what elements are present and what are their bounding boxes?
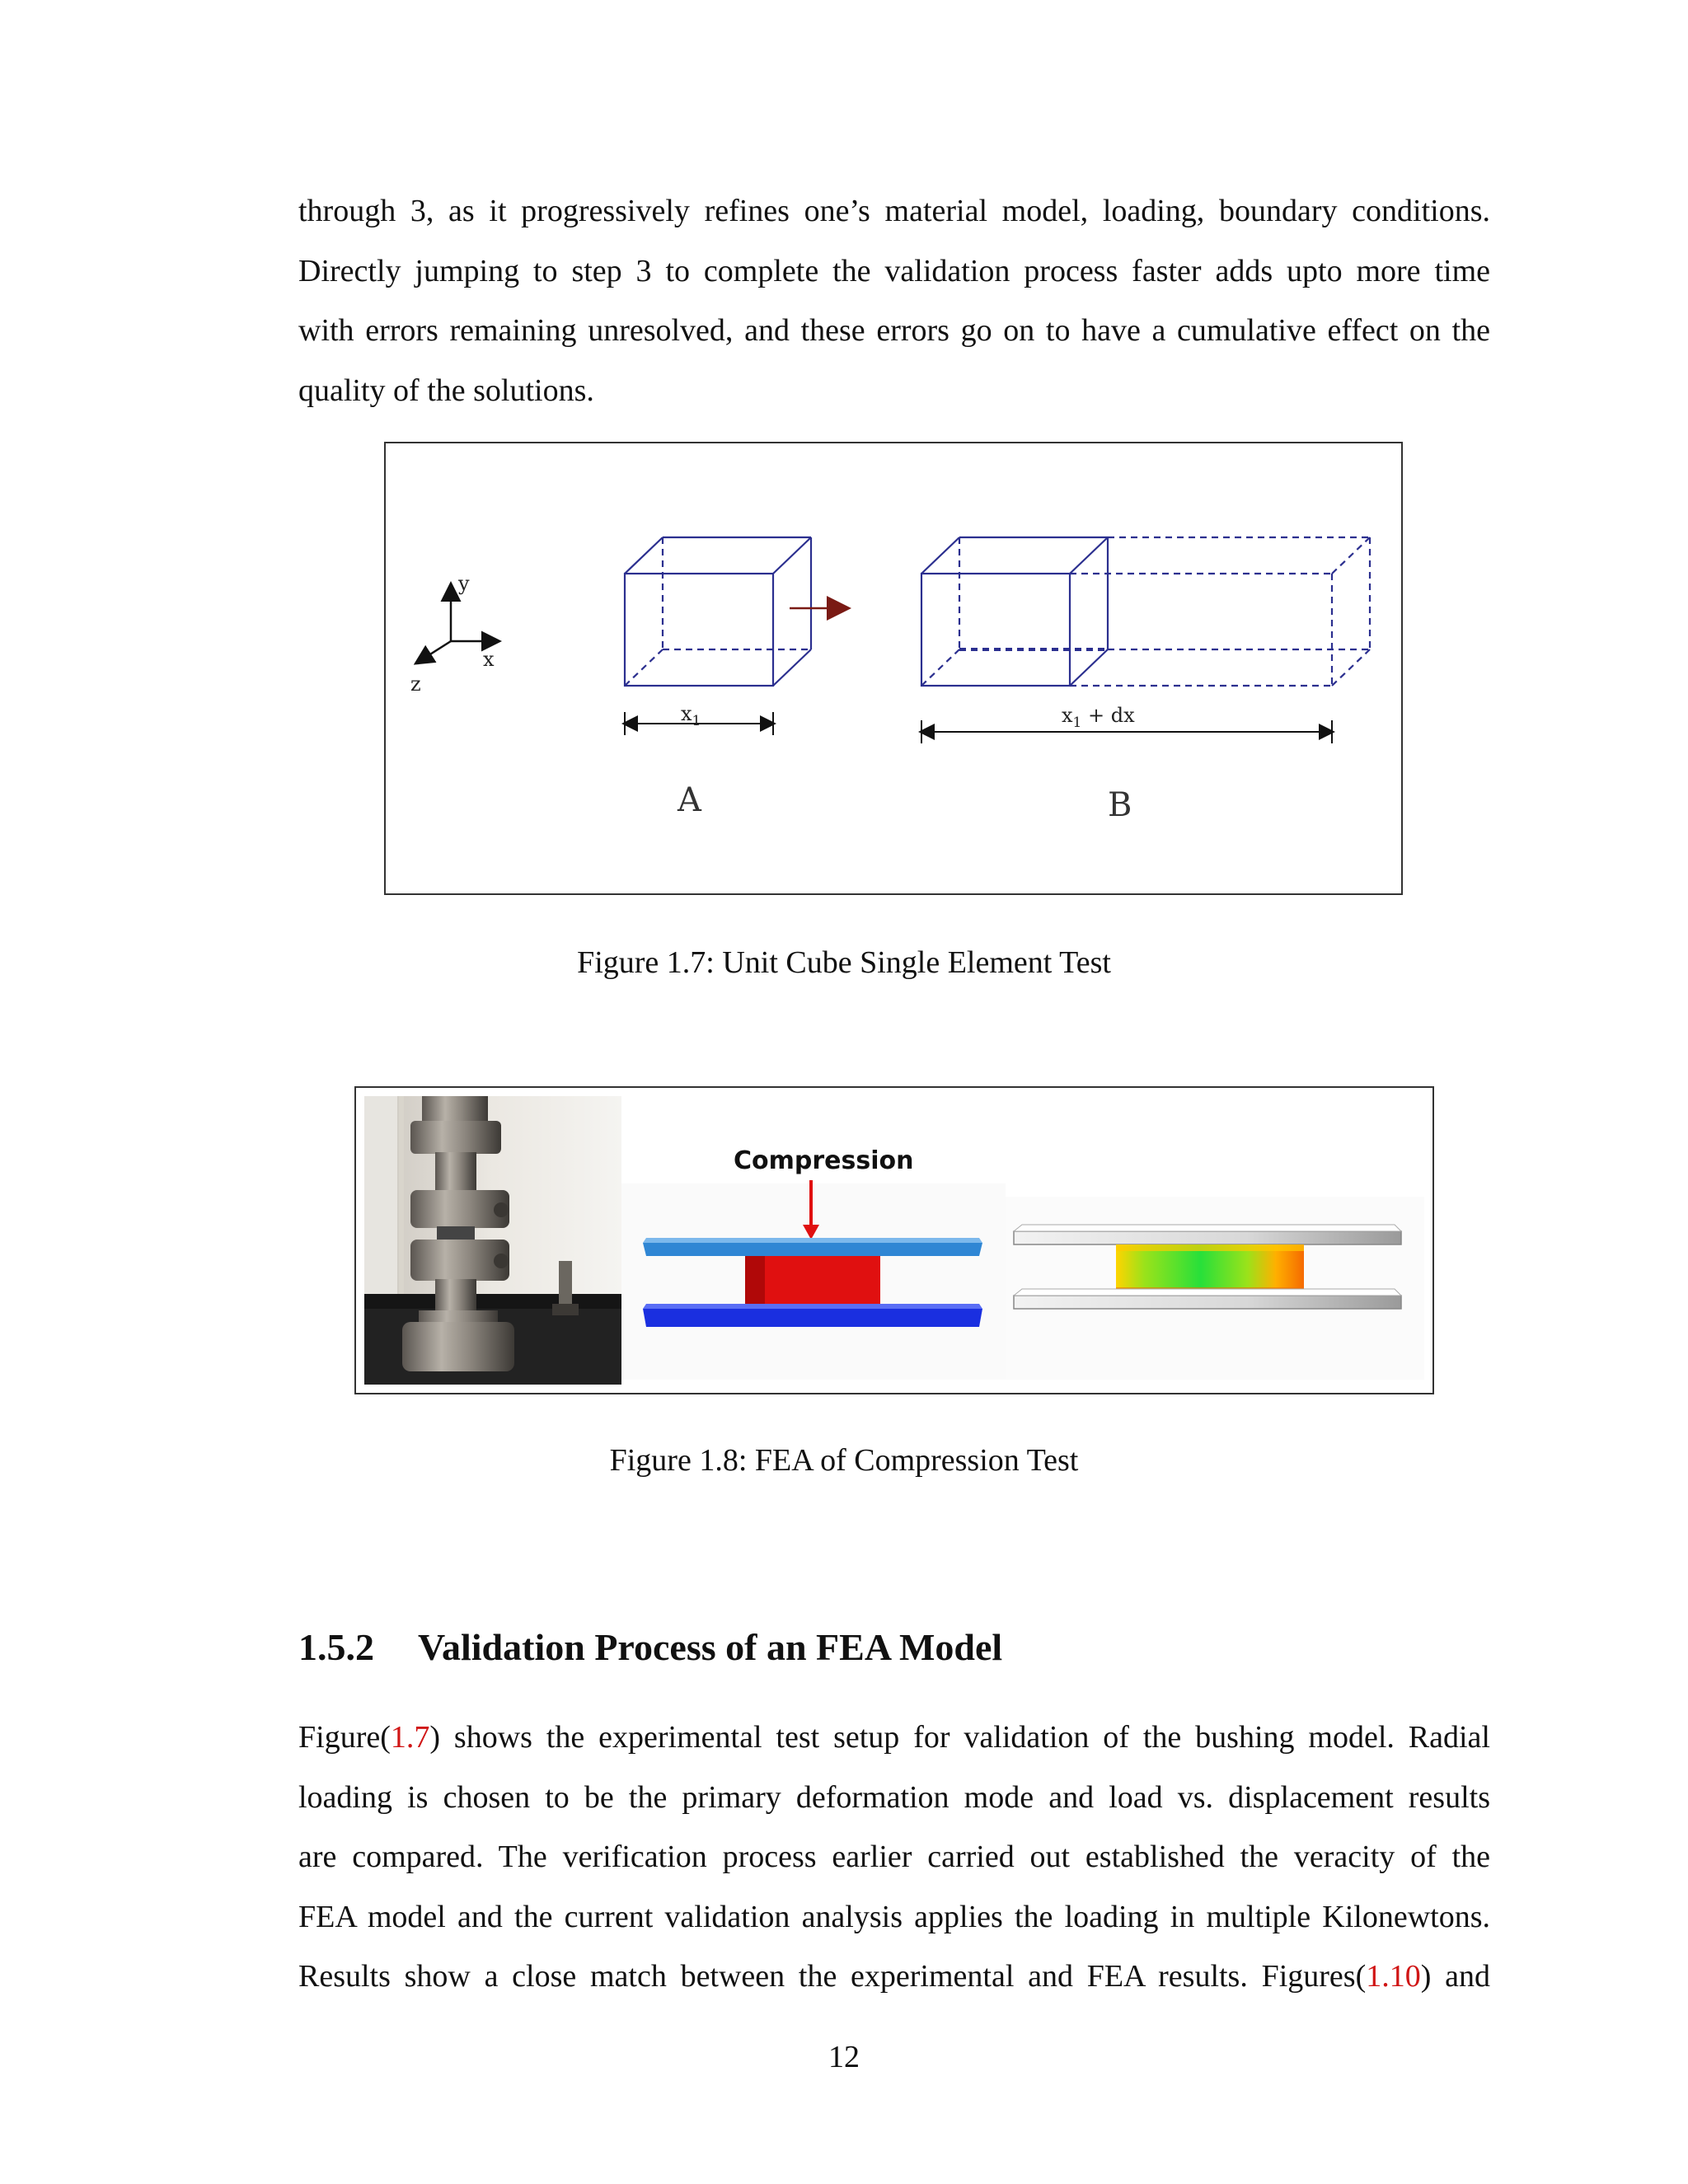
paragraph-line: loading is chosen to be the primary deformation mode and load vs. displacement results bbox=[298, 1779, 1490, 1815]
fea-top-plate bbox=[1014, 1231, 1401, 1244]
compression-model bbox=[621, 1146, 1006, 1380]
paragraph-line: Directly jumping to step 3 to complete the validation process faster adds upto more time bbox=[298, 253, 1490, 288]
figure-reference-link[interactable]: 1.7 bbox=[390, 1720, 430, 1755]
dimension-x1-label: $x_1$ bbox=[681, 702, 701, 729]
figure-1-7-caption: Figure 1.7: Unit Cube Single Element Test bbox=[577, 945, 1111, 980]
cube-b bbox=[921, 537, 1370, 686]
label-a: A bbox=[678, 781, 701, 819]
figure-1-8-caption: Figure 1.8: FEA of Compression Test bbox=[609, 1443, 1079, 1478]
bottom-plate bbox=[643, 1309, 982, 1327]
figure-1-7 bbox=[384, 442, 1403, 895]
y-axis-label: y bbox=[458, 572, 470, 595]
fea-specimen bbox=[1116, 1244, 1304, 1294]
section-number: 1.5.2 bbox=[298, 1626, 374, 1668]
section-heading bbox=[298, 1625, 1002, 1669]
paragraph-line: quality of the solutions. bbox=[298, 373, 594, 408]
cube-a bbox=[625, 537, 811, 686]
figure-1-8 bbox=[354, 1086, 1434, 1394]
section-title: Validation Process of an FEA Model bbox=[418, 1626, 1003, 1668]
top-paragraph bbox=[298, 181, 1490, 420]
fea-bottom-plate bbox=[1014, 1296, 1401, 1309]
page-number: 12 bbox=[828, 2040, 860, 2074]
compression-label: Compression bbox=[734, 1146, 914, 1175]
test-machine-photo bbox=[364, 1096, 621, 1385]
paragraph-line: Figure(1.7) shows the experimental test setup for validation of the bushing model. Radial bbox=[298, 1720, 1490, 1755]
paragraph-line: Results show a close match between the experimental and FEA results. Figures(1.10) and bbox=[298, 1959, 1490, 1994]
bottom-paragraph bbox=[298, 1708, 1490, 2007]
figure-reference-link[interactable]: 1.10 bbox=[1366, 1959, 1421, 1994]
unit-cube-diagram bbox=[386, 443, 1401, 893]
dimension-x1-dx-label: $x_1$ + dx bbox=[1062, 704, 1135, 731]
paragraph-line: with errors remaining unresolved, and these errors go on to have a cumulative effect on the bbox=[298, 313, 1490, 348]
compression-test-figure bbox=[356, 1088, 1432, 1393]
paragraph-line: are compared. The verification process earlier carried out established the veracity of the bbox=[298, 1840, 1490, 1874]
label-b: B bbox=[1108, 786, 1132, 824]
top-plate bbox=[643, 1243, 982, 1256]
x-axis-label: x bbox=[483, 648, 495, 671]
paragraph-line: FEA model and the current validation analysis applies the loading in multiple Kilonewtons. bbox=[298, 1899, 1490, 1934]
z-axis bbox=[417, 641, 451, 663]
fea-result-model bbox=[1006, 1197, 1424, 1380]
paragraph-line: through 3, as it progressively refines one’s material model, loading, boundary conditions. bbox=[298, 194, 1490, 228]
z-axis-label: z bbox=[410, 673, 421, 696]
